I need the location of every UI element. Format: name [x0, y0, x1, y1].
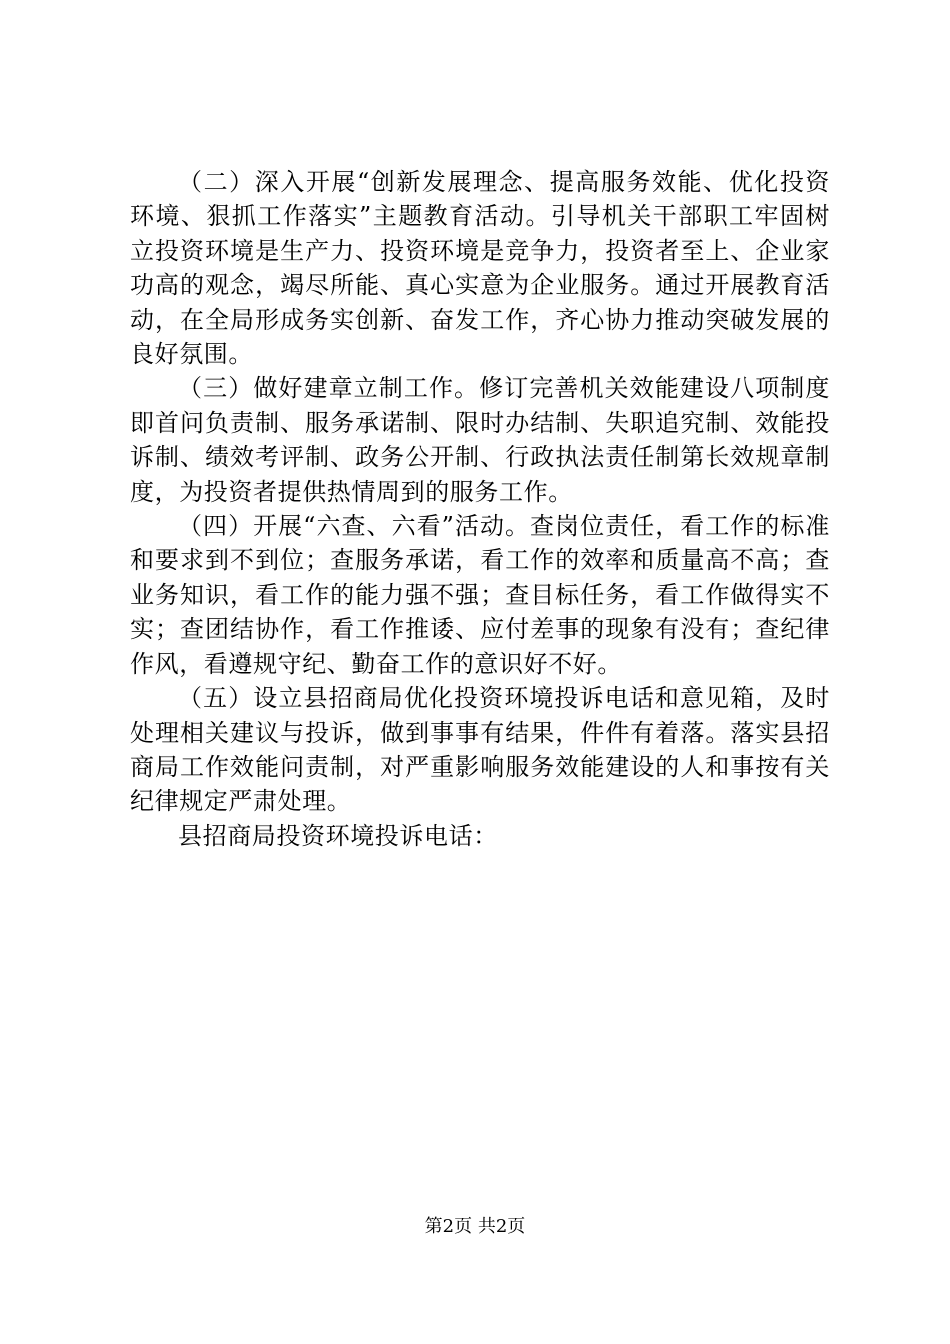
paragraph-complaint-phone-label: 县招商局投资环境投诉电话：	[178, 821, 498, 850]
paragraph-5-complaint-hotline: （五）设立县招商局优化投资环境投诉电话和意见箱，及时处理相关建议与投诉，做到事事有结果，件件有着落。落实县招商局工作效能问责制，对严重影响服务效能建设的人和事按有关纪律规定严肃处理。	[130, 684, 830, 816]
paragraph-3-rules-system: （三）做好建章立制工作。修订完善机关效能建设八项制度即首问负责制、服务承诺制、限时办结制、失职追究制、效能投诉制、绩效考评制、政务公开制、行政执法责任制第长效规章制度，为投资者提供热情周到的服务工作。	[130, 374, 830, 506]
paragraph-4-six-checks: （四）开展“六查、六看”活动。查岗位责任，看工作的标准和要求到不到位；查服务承诺，看工作的效率和质量高不高；查业务知识，看工作的能力强不强；查目标任务，看工作做得实不实；查团结协作，看工作推诿、应付差事的现象有没有；查纪律作风，看遵规守纪、勤奋工作的意识好不好。	[130, 512, 830, 678]
paragraph-2-theme-education: （二）深入开展“创新发展理念、提高服务效能、优化投资环境、狠抓工作落实”主题教育活动。引导机关干部职工牢固树立投资环境是生产力、投资环境是竞争力，投资者至上、企业家功高的观念，竭尽所能、真心实意为企业服务。通过开展教育活动，在全局形成务实创新、奋发工作，齐心协力推动突破发展的良好氛围。	[130, 168, 830, 369]
document-body	[130, 165, 830, 853]
page-number-footer: 第2页 共2页	[424, 1216, 526, 1237]
